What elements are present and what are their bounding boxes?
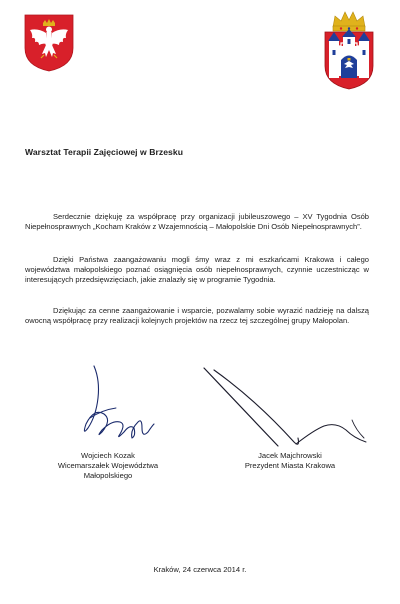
signature-left (72, 358, 162, 458)
addressee: Warsztat Terapii Zajęciowej w Brzesku (25, 147, 184, 157)
krakow-coat-of-arms-icon (322, 8, 376, 90)
letter-paragraph-2: Dzięki Państwa zaangażowaniu mogli śmy wraz z mi eszkańcami Krakowa i całego województwa małopolskiego poznać osiągnięcia osób niepełnosprawnych, czynnie uczestnicząc w interesujących przedsięwzięciach, jakie znalazły się w programie Tygodnia. (25, 255, 369, 284)
signatory-left-title-2: Małopolskiego (83, 471, 133, 480)
eagle-coat-of-arms-icon (24, 14, 74, 72)
letter-paragraph-3: Dziękując za cenne zaangażowanie i wsparcie, pozwalamy sobie wyrazić nadzieję na dalszą owocną współpracę przy realizacji kolejnych projektów na rzecz tej szczególnej grupy Małopolan. (25, 306, 369, 325)
signatory-right-title-1: Prezydent Miasta Krakowa (244, 461, 336, 470)
signatory-left-name: Wojciech Kozak (81, 451, 135, 460)
signatory-right-name: Jacek Majchrowski (258, 451, 322, 460)
letter-paragraph-1: Serdecznie dziękuję za współpracę przy organizacji jubileuszowego – XV Tygodnia Osób Niepełnosprawnych „Kocham Kraków z Wzajemnością – Małopolskie Dni Osób Niepełnosprawnych”. (25, 212, 369, 231)
signatory-right (200, 451, 380, 471)
signatory-left-title-1: Wicemarszałek Województwa (57, 461, 159, 470)
place-date: Kraków, 24 czerwca 2014 r. (153, 565, 247, 574)
signatory-left (18, 451, 198, 481)
signature-right (196, 360, 378, 460)
